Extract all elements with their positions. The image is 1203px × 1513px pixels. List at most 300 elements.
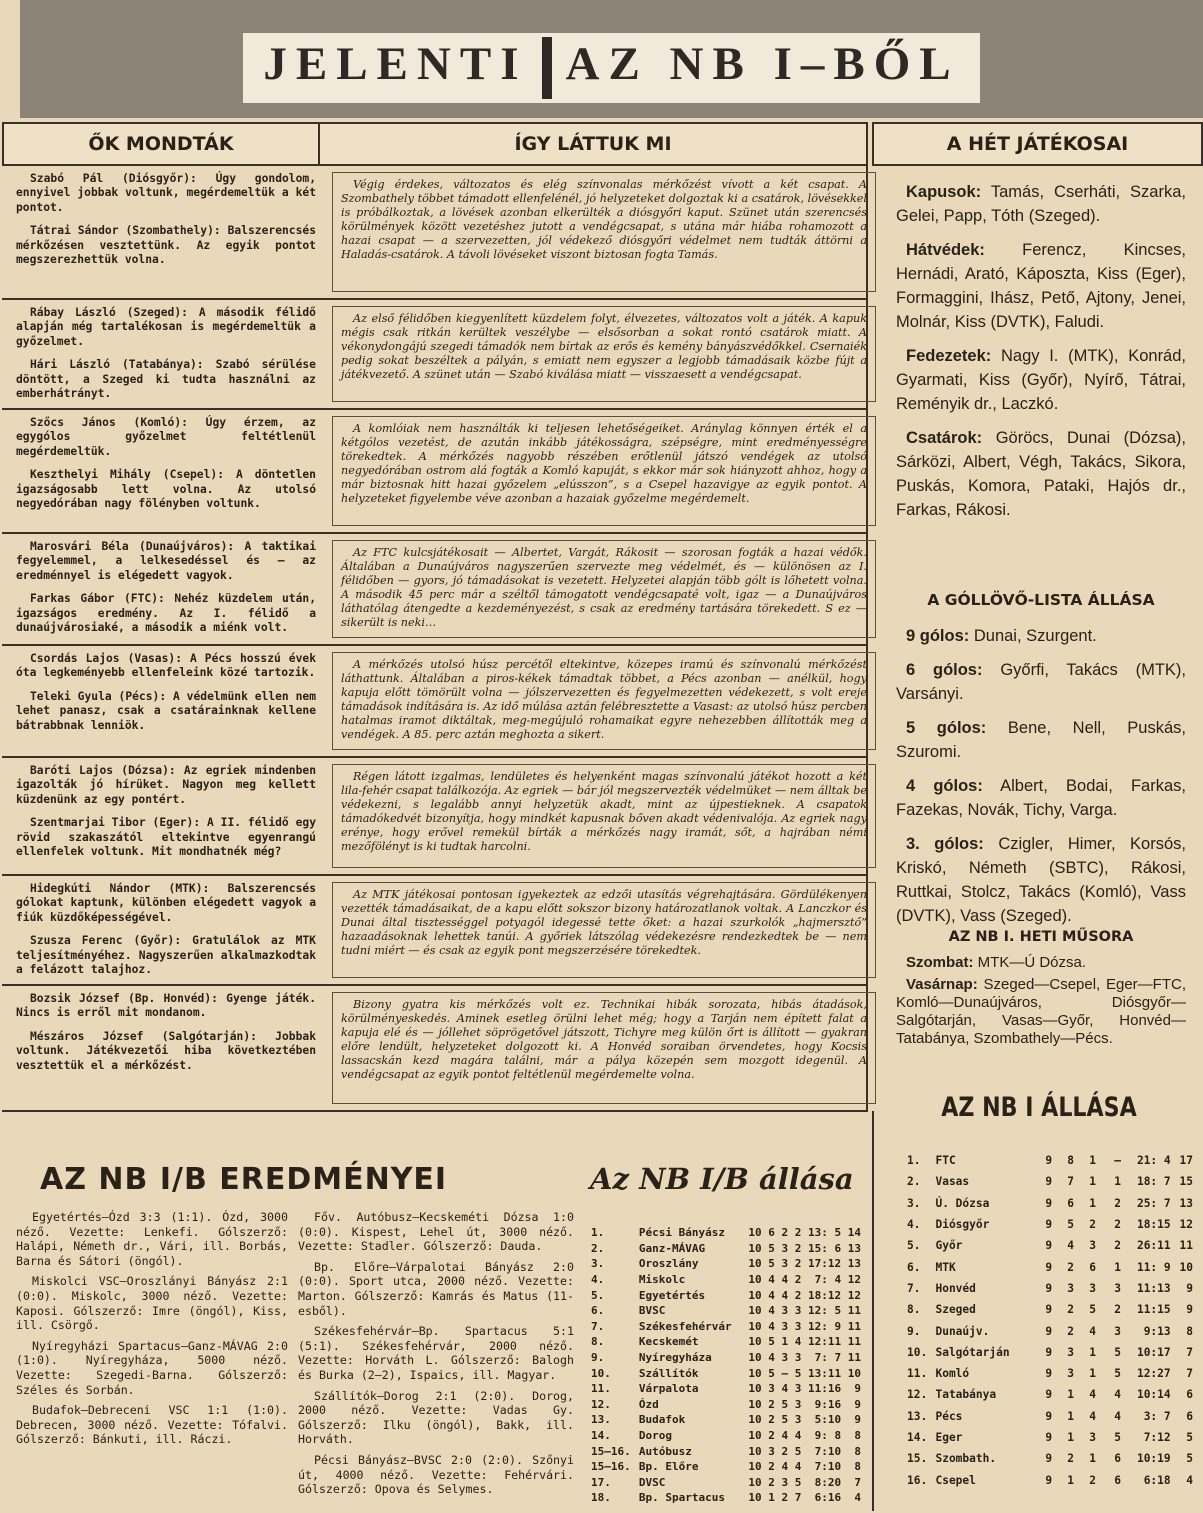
match-row — [2, 166, 866, 300]
standings-cell: Pécsi Bányász — [638, 1226, 725, 1240]
standings-cell: 10. — [907, 1345, 928, 1359]
standings-cell: Szombath. — [935, 1452, 997, 1466]
standings-cell: 1 — [1067, 1431, 1075, 1444]
nb1b-table-title: Az NB I/B állása — [590, 1162, 854, 1196]
standings-row — [588, 1397, 864, 1413]
forwards: Csatárok: Göröcs, Dunai (Dózsa), Sárközi, Albert, Végh, Takács, Sikora, Puskás, Komora, Pataki, Hajós dr., Farkas, Rákosi. — [896, 429, 1187, 519]
standings-cell: 9 — [1045, 1303, 1053, 1317]
standings-row — [905, 1406, 1195, 1427]
standings-cell: 10 — [1179, 1260, 1193, 1274]
standings-cell: 8. — [591, 1335, 605, 1349]
quote: Keszthelyi Mihály (Csepel): A döntetlen igazságosabb lett volna. Az utolsó negyedórában nagy fölényben voltunk. — [16, 468, 316, 511]
nb1b-results-col1 — [16, 1210, 288, 1510]
quote: Mészáros József (Salgótarján): Jobbak voltunk. Játékvezetői hiba következtében vesztettük el a mérkőzést. — [16, 1029, 316, 1072]
standings-cell: Szeged — [935, 1303, 976, 1317]
quote: Csordás Lajos (Vasas): A Pécs hosszú évek óta legkeményebb ellenfeleink közé tartozik. — [16, 652, 316, 680]
standings-cell: 1. — [591, 1226, 605, 1240]
quote: Hidegkúti Nándor (MTK): Balszerencsés gólokat kaptunk, különben elégedett vagyok a fiúk küzdőképességével. — [16, 882, 316, 924]
standings-cell: 9 — [1045, 1388, 1053, 1402]
standings-cell: 10:19 — [1136, 1452, 1171, 1466]
standings-cell: 5. — [591, 1288, 605, 1302]
quote: Szentmarjai Tibor (Eger): A II. félidő egy rövid szakaszától eltekintve egyenrangú ellenfelek voltunk. Mit mondhatnék még? — [16, 816, 316, 859]
standings-cell: 2 — [1067, 1303, 1075, 1317]
standings-cell: 10 5 1 4 12:11 11 — [748, 1335, 861, 1349]
standings-cell: 9 — [1045, 1196, 1053, 1210]
standings-cell: 13. — [591, 1413, 611, 1427]
banner-right: AZ NB I–BŐL — [565, 37, 960, 90]
standings-row — [588, 1303, 864, 1319]
report: Bizony gyatra kis mérkőzés volt ez. Technikai hibák sorozata, hibás átadások, körülményeskedés. Aminek esetleg örülni lehet még; hogy a Tarján nem épített falat a kapuja elé és — jóllehet söprögetővel játszott, Tichyre meg külön őrt is állított — gyakran előre lendült, helyzeteket dolgozott ki. A Honvéd soraiban örvendetes, hogy Kocsis lassacskán kezd magára találni, már a pálya közepén sem mozgott idegenül. A vendégcsapat az egyik pontot feltétlenül megérdemelte volna. — [332, 992, 876, 1104]
report: Az első félidőben kiegyenlített küzdelem folyt, élvezetes, változatos volt a játék. A kapuk mégis csak ritkán kerültek veszélybe — elsősorban a sokat rontó csatárok miatt. A vékonydongájú szegedi támadók nem bírtak az erős és kemény bányászvédőkkel. Csernaiék pedig sokat beszéltek a pályán, s emiatt nem egyszer a legjobb támadásaik közbe fújt a játékvezető. A szünet után — Szabó kiválása miatt — visszaesett a vendégcsapat. — [332, 306, 876, 402]
standings-row — [905, 1342, 1195, 1363]
standings-cell: 10 1 2 7 6:16 4 — [748, 1491, 861, 1505]
standings-cell: Komló — [935, 1367, 970, 1381]
standings-cell: 3: 7 — [1143, 1409, 1171, 1423]
standings-cell: 1 — [1089, 1345, 1097, 1359]
result-item: Budafok—Debreceni VSC 1:1 (1:0). Debrecen, 3000 néző. Vezette: Tófalvi. Gólszerző: Bánkuti, ill. Ráczi. — [16, 1403, 288, 1447]
standings-cell: Bp. Előre — [638, 1460, 699, 1474]
standings-cell: 10 2 5 3 5:10 9 — [748, 1413, 861, 1427]
standings-cell: 10 2 4 4 9: 8 8 — [748, 1429, 861, 1443]
standings-cell: 9 — [1045, 1345, 1053, 1359]
section-divider — [2, 1110, 868, 1112]
quote: Baróti Lajos (Dózsa): Az egriek mindenben igazolták jó hírüket. Nagyon meg kellett küzdenünk az egy pontért. — [16, 764, 316, 806]
standings-cell: 9 — [1045, 1473, 1053, 1487]
standings-cell: 10:14 — [1136, 1388, 1171, 1402]
standings-row — [905, 1363, 1195, 1384]
standings-row — [905, 1150, 1195, 1171]
standings-cell: 2 — [1114, 1303, 1121, 1317]
standings-cell: BVSC — [638, 1304, 666, 1318]
program-title: AZ NB I. HETI MŰSORA — [948, 929, 1134, 945]
standings-cell: Budafok — [638, 1413, 686, 1427]
standings-cell: MTK — [935, 1260, 956, 1274]
midfielders: Fedezetek: Nagy I. (MTK), Konrád, Gyarmati, Kiss (Győr), Nyírő, Tátrai, Reményik dr., Laczkó. — [896, 347, 1186, 413]
standings-row — [905, 1171, 1195, 1192]
standings-cell: 2 — [1067, 1260, 1075, 1274]
standings-cell: 1. — [907, 1154, 921, 1168]
standings-cell: 25: 7 — [1136, 1196, 1171, 1210]
banner-title — [243, 33, 979, 103]
standings-cell: 5 — [1089, 1303, 1097, 1317]
standings-cell: 9 — [1045, 1431, 1053, 1444]
standings-cell: 10 6 2 2 13: 5 14 — [748, 1226, 861, 1240]
standings-cell: 10 4 3 3 12: 5 11 — [748, 1304, 861, 1318]
standings-cell: 4 — [1114, 1388, 1121, 1402]
quotes — [16, 992, 316, 1082]
standings-row — [588, 1365, 864, 1381]
standings-cell: 9 — [1186, 1281, 1193, 1295]
standings-cell: 11: 9 — [1136, 1260, 1171, 1274]
standings-row — [905, 1320, 1195, 1341]
standings-cell: Tatabánya — [935, 1388, 997, 1402]
result-item: Főv. Autóbusz—Kecskeméti Dózsa 1:0 (0:0). Kispest, Lehel út, 3000 néző. Vezette: Stadler. Gólszerző: Dauda. — [298, 1210, 574, 1254]
standings-cell: 1 — [1067, 1388, 1075, 1402]
standings-cell: 2 — [1114, 1196, 1121, 1210]
standings-row — [905, 1214, 1195, 1235]
match-row — [2, 758, 866, 876]
standings-cell: DVSC — [638, 1475, 666, 1489]
nb1-standings-table — [905, 1150, 1195, 1491]
scorers-title: A GÓLLÖVŐ-LISTA ÁLLÁSA — [927, 591, 1155, 609]
standings-row — [588, 1475, 864, 1491]
standings-cell: Dunaújv. — [935, 1324, 990, 1338]
standings-row — [905, 1427, 1195, 1448]
standings-row — [905, 1384, 1195, 1405]
standings-cell: 9 — [1045, 1218, 1053, 1232]
standings-cell: — — [1114, 1154, 1121, 1168]
standings-cell: 10 3 4 3 11:16 9 — [748, 1382, 861, 1396]
standings-cell: Ózd — [638, 1397, 659, 1411]
header-players: A HÉT JÁTÉKOSAI — [872, 122, 1203, 166]
standings-cell: 6 — [1114, 1473, 1121, 1487]
standings-cell: Várpalota — [638, 1382, 699, 1396]
standings-cell: 13. — [907, 1409, 928, 1423]
standings-cell: 11. — [591, 1382, 611, 1396]
standings-cell: 5 — [1067, 1218, 1075, 1232]
standings-cell: 12. — [907, 1388, 928, 1402]
standings-cell: 11. — [907, 1367, 928, 1381]
standings-cell: 14. — [907, 1431, 928, 1444]
standings-cell: 12. — [591, 1397, 611, 1411]
standings-cell: 10 4 4 2 18:12 12 — [748, 1288, 861, 1302]
standings-row — [588, 1241, 864, 1257]
standings-cell: 12:27 — [1136, 1367, 1171, 1381]
standings-cell: 18. — [591, 1491, 611, 1505]
quote: Teleki Gyula (Pécs): A védelmünk ellen nem lehet panasz, csak a csatárainknak kellene bátrabbnak lenniök. — [16, 689, 316, 732]
defenders: Hátvédek: Ferencz, Kincses, Hernádi, Arató, Káposzta, Kiss (Eger), Formaggini, Ihász, Pető, Ajtony, Jenei, Molnár, Kiss (DVTK), Faludi. — [896, 241, 1186, 331]
quote: Rábay László (Szeged): A második félidő alapján még tartalékosan is megérdemeltük a győzelmet. — [16, 306, 316, 348]
standings-cell: 10 5 3 2 15: 6 13 — [748, 1241, 861, 1255]
banner-left: JELENTI — [263, 37, 528, 90]
match-row — [2, 534, 866, 646]
standings-cell: 1 — [1089, 1452, 1097, 1466]
report: A komlóiak nem használták ki teljesen lehetőségeiket. Aránylag könnyen érték el a kétgólos vezetést, de azután inkább játékosságra, szépségre, mint eredményességre törekedtek. A mérkőzés nagyobb részében erőtlenül játszó vendégek az utolsó negyedórában ostrom alá fogták a Komló kapuját, s ekkor már sok hiányzott ahhoz, hogy a már biztosnak hitt hazai győzelem „elússzon”, s a Csepel hazavigye az egyik pontot. A helyzeteket figyelembe véve azonban a hazaiak győzelme megérdemelt. — [332, 416, 876, 526]
standings-row — [588, 1350, 864, 1366]
standings-cell: Ganz-MÁVAG — [638, 1241, 706, 1255]
standings-cell: 13 — [1179, 1196, 1193, 1210]
standings-cell: 10 4 4 2 7: 4 12 — [748, 1273, 861, 1287]
standings-cell: 10 2 3 5 8:20 7 — [748, 1475, 861, 1489]
standings-row — [588, 1428, 864, 1444]
nb1b-standings — [588, 1225, 864, 1511]
standings-cell: Bp. Spartacus — [638, 1491, 725, 1505]
standings-cell: 3 — [1067, 1281, 1075, 1295]
standings-cell: Egyetértés — [638, 1288, 706, 1302]
program-sunday: Vasárnap: Szeged—Csepel, Eger—FTC, Komló—Dunaújváros, Diósgyőr—Salgótarján, Vasas—Győr, Honvéd—Tatabánya, Szombathely—Pécs. — [896, 976, 1186, 1047]
standings-cell: 11 — [1179, 1239, 1193, 1253]
standings-cell: 4. — [907, 1218, 921, 1232]
standings-cell: 2. — [591, 1241, 605, 1255]
standings-cell: 9 — [1045, 1260, 1053, 1274]
standings-cell: 7 — [1186, 1367, 1193, 1381]
standings-cell: 1 — [1067, 1409, 1075, 1423]
result-item: Szállítók—Dorog 2:1 (2:0). Dorog, 2000 néző. Vezette: Vadas Gy. Gólszerző: Ilku (öngól), Bakk, ill. Horváth. — [298, 1388, 574, 1447]
standings-cell: 5 — [1186, 1452, 1193, 1466]
standings-row — [588, 1256, 864, 1272]
nb1b-results-col2 — [298, 1210, 574, 1510]
match-row — [2, 986, 866, 1110]
nb1b-results-title: AZ NB I/B EREDMÉNYEI — [40, 1162, 448, 1197]
standings-cell: 4 — [1089, 1324, 1097, 1338]
column-divider — [872, 1111, 874, 1511]
quote: Szőcs János (Komló): Úgy érzem, az egygólos győzelmet feltétlenül megérdemeltük. — [16, 416, 316, 458]
quotes — [16, 172, 316, 276]
standings-cell: 3. — [907, 1196, 921, 1210]
standings-cell: 10 2 5 3 9:16 9 — [748, 1397, 861, 1411]
standings-cell: 6 — [1114, 1452, 1121, 1466]
standings-cell: 9 — [1045, 1239, 1053, 1253]
standings-cell: 7 — [1186, 1345, 1193, 1359]
standings-cell: Diósgyőr — [935, 1218, 990, 1232]
standings-cell: 9 — [1186, 1303, 1193, 1317]
header-said: ŐK MONDTÁK — [2, 122, 320, 166]
header-seen: ÍGY LÁTTUK MI — [318, 122, 868, 166]
standings-cell: Autóbusz — [638, 1444, 692, 1458]
standings-cell: 6 — [1186, 1388, 1193, 1402]
standings-cell: 3 — [1114, 1281, 1121, 1295]
standings-row — [588, 1490, 864, 1506]
standings-cell: 18:15 — [1136, 1218, 1171, 1232]
standings-cell: 8 — [1067, 1154, 1075, 1168]
standings-cell: Csepel — [935, 1473, 976, 1487]
standings-cell: 2 — [1114, 1239, 1121, 1253]
report: Végig érdekes, változatos és elég színvonalas mérkőzést vívott a két csapat. A Szombathely többet támadott ellenfelénél, jó helyzeteket dolgoztak ki a csatárok, lövésekkel is próbálkoztak, a lövések azonban elkerülték a diósgyőri kaput. Szünet után szerencsés körülmények között vezetéshez jutott a vendégcsapat, s utána már hiába rohamozott a hazai csapat — a szervezetten, jól védekező diósgyőri védelmet nem tudták áttörni a Haladás-csatárok. A távoli lövéseket viszont biztosan fogta Tamás. — [332, 172, 876, 292]
standings-cell: 9 — [1045, 1154, 1053, 1168]
standings-cell: 15. — [907, 1452, 928, 1466]
scorer-line: 9 gólos: Dunai, Szurgent. — [906, 627, 1097, 645]
standings-cell: 17 — [1179, 1154, 1193, 1168]
standings-cell: 6 — [1186, 1409, 1193, 1423]
standings-cell: 9 — [1045, 1324, 1053, 1338]
quote: Farkas Gábor (FTC): Nehéz küzdelem után, igazságos eredmény. Az I. félidő a dunaújvárosiaké, a második a miénk volt. — [16, 592, 316, 635]
players-of-week — [896, 180, 1186, 590]
standings-row — [905, 1193, 1195, 1214]
scorer-line: 4 gólos: Albert, Bodai, Farkas, Fazekas, Novák, Tichy, Varga. — [896, 777, 1186, 819]
standings-cell: Honvéd — [935, 1281, 976, 1295]
standings-row — [588, 1412, 864, 1428]
standings-cell: 9 — [1045, 1409, 1053, 1423]
standings-cell: 5 — [1186, 1431, 1193, 1444]
result-item: Bp. Előre—Várpalotai Bányász 2:0 (0:0). Sport utca, 2000 néző. Vezette: Marton. Gólszerző: Kamrás és Matus (11-esből). — [298, 1259, 574, 1318]
standings-cell: 10 4 3 3 7: 7 11 — [748, 1351, 861, 1365]
match-row — [2, 410, 866, 534]
match-row — [2, 300, 866, 410]
standings-cell: 5. — [907, 1239, 921, 1253]
standings-cell: 6 — [1089, 1260, 1097, 1274]
quotes — [16, 652, 316, 742]
standings-cell: 9:13 — [1143, 1324, 1171, 1338]
scorer-line: 5 gólos: Bene, Nell, Puskás, Szuromi. — [896, 719, 1186, 761]
standings-cell: 1 — [1089, 1175, 1097, 1189]
quote: Szusza Ferenc (Győr): Gratulálok az MTK teljesítményéhez. Nagyszerűen alkalmazkodtak a felázott talajhoz. — [16, 934, 316, 977]
report: A mérkőzés utolsó húsz percétől eltekintve, közepes iramú és színvonalú mérkőzést láthattunk. Általában a piros-kékek támadtak többet, a Pécs azonban — anélkül, hogy kapuja előtt tömörült volna — jólszervezetten és fegyelmezetten védekezett, s volt ereje támadások indítására is. Az idő múlása aztán felébresztette a Vasast: az utolsó húsz percben hatalmas iramot diktáltak, meg-megújuló rohamaikat egyre nehezebben állították meg a vendégek. A 85. perc aztán meghozta a sikert. — [332, 652, 876, 750]
standings-cell: 4. — [591, 1273, 605, 1287]
standings-cell: 3 — [1089, 1281, 1097, 1295]
standings-cell: Szállítók — [638, 1366, 699, 1380]
standings-cell: 10 2 4 4 7:10 8 — [748, 1460, 861, 1474]
standings-cell: Ú. Dózsa — [935, 1196, 990, 1210]
standings-cell: 15—16. — [591, 1460, 631, 1474]
standings-cell: Dorog — [638, 1429, 673, 1443]
standings-cell: 1 — [1089, 1196, 1097, 1210]
report: Az FTC kulcsjátékosait — Albertet, Vargát, Rákosit — szorosan fogták a hazai védők. Általában a Dunaújváros nagyszerűen szervezte meg védelmét, és — különösen az I. félidőben — gyors, jó támadásokat is vezetett. Helyzetei alapján több gólt is lőhetett volna. A második 45 perc már a széltől támogatott vendégcsapaté volt, igaz — a Dunaújváros láthatólag átengedte a kezdeményezést, s csak az eredmény tartására törekedett. S ez — sikerült is neki… — [332, 540, 876, 638]
standings-cell: 1 — [1114, 1260, 1121, 1274]
standings-cell: 9 — [1045, 1281, 1053, 1295]
quote: Tátrai Sándor (Szombathely): Balszerencsés mérkőzésen vesztettünk. Az egyik pontot megszerezhettük volna. — [16, 224, 316, 267]
standings-cell: 7 — [1067, 1175, 1075, 1189]
nb1-table-title: AZ NB I ÁLLÁSA — [941, 1092, 1137, 1123]
standings-cell: 3 — [1067, 1345, 1075, 1359]
standings-row — [588, 1287, 864, 1303]
standings-cell: 26:11 — [1136, 1239, 1171, 1253]
report: Az MTK játékosai pontosan igyekeztek az edzői utasítás végrehajtására. Gördülékenyen vezették támadásaikat, de a kapu előtt sokszor bizony határozatlanok voltak. A Lanczkor és Dunai által tisztességgel potyagól idegessé tette őket: a hazai szurkolók „hajmersztő” hazaadásoknak lehettek tanúi. A győriek látszólag védekezésre rendezkedtek be — nem tudni miért — és csak az egyik pont megszerzésére törekedtek. — [332, 882, 876, 978]
standings-row — [905, 1448, 1195, 1469]
quotes — [16, 540, 316, 644]
standings-cell: 10 4 3 3 12: 9 11 — [748, 1319, 861, 1333]
standings-cell: 10. — [591, 1366, 611, 1380]
scorers-list — [896, 574, 1186, 925]
standings-cell: Eger — [935, 1431, 963, 1444]
result-item: Miskolci VSC—Oroszlányi Bányász 2:1 (0:0). Miskolc, 3000 néző. Vezette: Kaposi. Gólszerző: Imre (öngól), Kiss, ill. Csörgő. — [16, 1274, 288, 1333]
match-row — [2, 876, 866, 986]
standings-cell: FTC — [935, 1154, 956, 1168]
nb1b-standings-table — [588, 1225, 864, 1506]
standings-cell: 4 — [1089, 1388, 1097, 1402]
standings-cell: Salgótarján — [935, 1345, 1010, 1359]
match-row — [2, 646, 866, 758]
standings-cell: 1 — [1114, 1175, 1121, 1189]
standings-cell: 18: 7 — [1136, 1175, 1171, 1189]
standings-cell: 11:15 — [1136, 1303, 1171, 1317]
standings-cell: 5 — [1114, 1367, 1121, 1381]
standings-cell: Oroszlány — [638, 1257, 699, 1271]
standings-cell: 15—16. — [591, 1444, 631, 1458]
standings-cell: 5 — [1114, 1345, 1121, 1359]
standings-cell: 4 — [1114, 1409, 1121, 1423]
standings-cell: 3 — [1089, 1239, 1097, 1253]
program-saturday: Szombat: MTK—Ú Dózsa. — [906, 954, 1087, 971]
standings-cell: 2 — [1089, 1473, 1097, 1487]
result-item: Pécsi Bányász—BVSC 2:0 (2:0). Szőnyi út, 4000 néző. Vezette: Fehérvári. Gólszerző: Opova és Selymes. — [298, 1452, 574, 1497]
standings-cell: 1 — [1089, 1154, 1097, 1168]
quote: Hári László (Tatabánya): Szabó sérülése döntött, a Szeged ki tudta használni az emberhátrányt. — [16, 358, 316, 401]
standings-row — [588, 1225, 864, 1241]
standings-cell: 1 — [1067, 1473, 1075, 1487]
standings-cell: Győr — [935, 1239, 963, 1253]
standings-row — [588, 1381, 864, 1397]
standings-row — [905, 1235, 1195, 1256]
standings-cell: 2 — [1067, 1324, 1075, 1338]
standings-cell: 9. — [907, 1324, 921, 1338]
standings-row — [588, 1334, 864, 1350]
standings-cell: 6 — [1067, 1196, 1075, 1210]
standings-row — [588, 1443, 864, 1459]
standings-cell: 9. — [591, 1351, 605, 1365]
standings-cell: 7. — [907, 1281, 921, 1295]
result-item: Székesfehérvár—Bp. Spartacus 5:1 (5:1). Székesfehérvár, 2000 néző. Vezette: Horváth L. Gólszerző: Balogh és Burka (2—2), Ispaics, ill. Magyar. — [298, 1324, 574, 1382]
standings-cell: Székesfehérvár — [638, 1319, 732, 1333]
result-item: Nyíregyházi Spartacus—Ganz-MÁVAG 2:0 (1:0). Nyíregyháza, 5000 néző. Vezette: Szegedi-Barna. Gólszerző: Széles és Sorbán. — [16, 1338, 288, 1397]
quote: Bozsik József (Bp. Honvéd): Gyenge játék. Nincs is erről mit mondanom. — [16, 992, 316, 1020]
quotes — [16, 882, 316, 986]
standings-cell: 4 — [1186, 1473, 1193, 1487]
scorer-line: 6 gólos: Győrfi, Takács (MTK), Varsányi. — [896, 661, 1186, 703]
standings-cell: 1 — [1089, 1367, 1097, 1381]
standings-cell: 9 — [1045, 1367, 1053, 1381]
standings-row — [588, 1319, 864, 1335]
standings-cell: 6. — [591, 1304, 605, 1318]
standings-cell: 4 — [1089, 1409, 1097, 1423]
quotes — [16, 764, 316, 868]
standings-cell: 2 — [1114, 1218, 1121, 1232]
nb1-standings — [905, 1150, 1195, 1510]
standings-row — [905, 1299, 1195, 1320]
standings-cell: Pécs — [935, 1409, 963, 1423]
standings-cell: 9 — [1045, 1175, 1053, 1189]
standings-cell: 10 3 2 5 7:10 8 — [748, 1444, 861, 1458]
quote: Szabó Pál (Diósgyőr): Úgy gondolom, ennyivel jobbak voltunk, megérdemeltük a két pontot. — [16, 172, 316, 214]
standings-cell: 3 — [1114, 1324, 1121, 1338]
standings-cell: 4 — [1067, 1239, 1075, 1253]
quote: Marosvári Béla (Dunaújváros): A taktikai fegyelemmel, a lelkesedéssel és — az eredménnyel is elégedett vagyok. — [16, 540, 316, 582]
standings-cell: 16. — [907, 1473, 928, 1487]
quotes — [16, 306, 316, 410]
standings-cell: 8 — [1186, 1324, 1193, 1338]
standings-cell: 2 — [1067, 1452, 1075, 1466]
standings-cell: 3 — [1067, 1367, 1075, 1381]
standings-row — [905, 1256, 1195, 1277]
standings-cell: 10 5 — 5 13:11 10 — [748, 1366, 861, 1380]
standings-cell: 6. — [907, 1260, 921, 1274]
standings-cell: 10:17 — [1136, 1345, 1171, 1359]
goalkeepers: Kapusok: Tamás, Cserháti, Szarka, Gelei, Papp, Tóth (Szeged). — [896, 183, 1186, 225]
standings-cell: 9 — [1045, 1452, 1053, 1466]
standings-cell: 2 — [1089, 1218, 1097, 1232]
standings-row — [905, 1278, 1195, 1299]
standings-cell: 21: 4 — [1136, 1154, 1171, 1168]
weekly-program — [896, 922, 1186, 1072]
standings-cell: 8. — [907, 1303, 921, 1317]
scorer-line: 3. gólos: Czigler, Himer, Korsós, Kriskó, Németh (SBTC), Rákosi, Ruttkai, Stolcz, Takács (Komló), Vass (DVTK), Vass (Szeged). — [896, 835, 1186, 925]
standings-cell: 5 — [1114, 1431, 1121, 1444]
standings-cell: 14. — [591, 1429, 611, 1443]
standings-cell: 10 5 3 2 17:12 13 — [748, 1257, 861, 1271]
standings-row — [905, 1469, 1195, 1490]
standings-cell: Kecskemét — [638, 1335, 699, 1349]
standings-cell: 12 — [1179, 1218, 1193, 1232]
standings-row — [588, 1272, 864, 1288]
quotes — [16, 416, 316, 520]
standings-cell: Nyíregyháza — [638, 1351, 712, 1365]
standings-cell: 3 — [1089, 1431, 1097, 1444]
standings-cell: Miskolc — [638, 1273, 686, 1287]
standings-cell: 6:18 — [1143, 1473, 1171, 1487]
standings-cell: 7:12 — [1143, 1431, 1171, 1444]
standings-row — [588, 1459, 864, 1475]
standings-cell: 7. — [591, 1319, 605, 1333]
standings-cell: Vasas — [935, 1175, 970, 1189]
standings-cell: 2. — [907, 1175, 921, 1189]
report: Régen látott izgalmas, lendületes és helyenként magas színvonalú játékot hozott a két lila-fehér csapat találkozója. Az egriek — bár jól megszervezték védelmüket — nem álltak be védekezni, s legalább annyi helyzetük akadt, mint az újpestieknek. A csapatok támadókedvét bizonyítja, hogy mindkét kapusnak bőven akadt védenivalója. Az egriek nagy erénye, hogy erővel remekül bírták a mérkőzés nagy iramát, sőt, a hajrában némi mezőfölényt is ki tudtak harcolni. — [332, 764, 876, 868]
standings-cell: 11:13 — [1136, 1281, 1171, 1295]
standings-cell: 15 — [1179, 1175, 1193, 1189]
standings-cell: 3. — [591, 1257, 605, 1271]
result-item: Egyetértés—Ózd 3:3 (1:1). Ózd, 3000 néző. Vezette: Lenkefi. Gólszerző: Halápi, Németh dr., Vári, ill. Borbás, Barna és Sátori (öngól). — [16, 1210, 288, 1268]
banner-divider — [542, 37, 552, 99]
standings-cell: 17. — [591, 1475, 611, 1489]
banner — [20, 0, 1203, 118]
